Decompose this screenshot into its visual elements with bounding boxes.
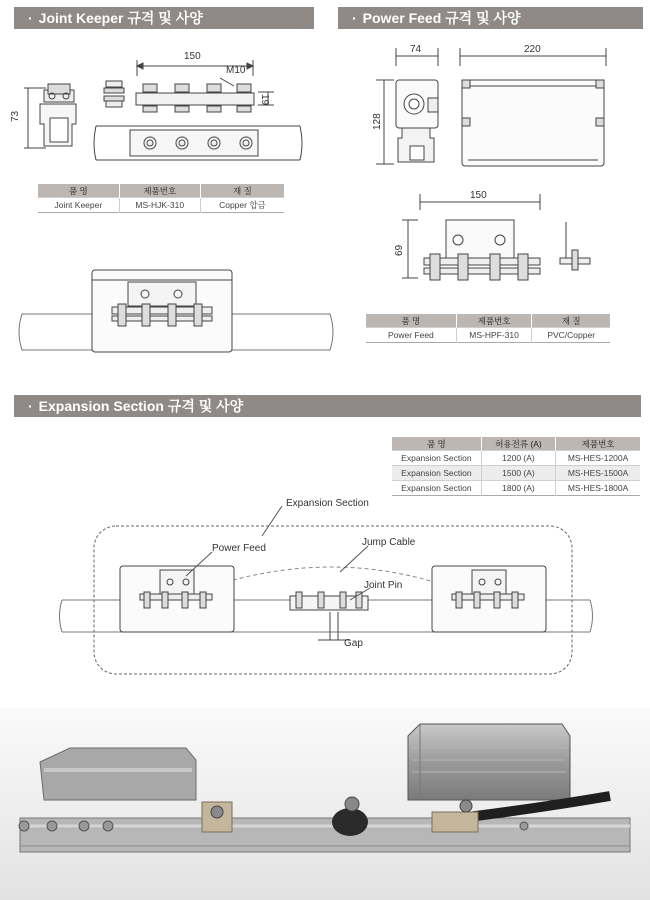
joint-keeper-header: · Joint Keeper 규격 및 사양 xyxy=(14,7,314,29)
pf-plate-width-label: 150 xyxy=(470,190,487,201)
table-row xyxy=(392,481,640,496)
expansion-title: Expansion Section 규격 및 사양 xyxy=(38,398,244,414)
jk-height-label: 73 xyxy=(10,110,21,122)
es-current: 1800 (A) xyxy=(481,481,555,496)
callout-power-feed: Power Feed xyxy=(212,543,266,554)
pf-side-width-label: 74 xyxy=(410,44,422,55)
es-name: Expansion Section xyxy=(392,466,481,481)
pf-name: Power Feed xyxy=(366,328,456,343)
expansion-joint-pin xyxy=(290,592,368,640)
joint-keeper-title: Joint Keeper 규격 및 사양 xyxy=(38,10,203,26)
pf-height-label: 128 xyxy=(372,113,383,130)
photo-left-box xyxy=(40,748,196,800)
expansion-spec-table xyxy=(392,437,640,496)
callout-gap: Gap xyxy=(344,638,363,649)
joint-keeper-rail-view xyxy=(94,126,302,160)
joint-keeper-assembly xyxy=(19,270,333,352)
pf-col-code: 제품번호 xyxy=(456,314,532,328)
es-name: Expansion Section xyxy=(392,481,481,496)
es-current: 1500 (A) xyxy=(481,466,555,481)
callout-joint-pin: Joint Pin xyxy=(364,580,403,591)
table-row xyxy=(392,466,640,481)
callout-jump-cable: Jump Cable xyxy=(362,537,416,548)
joint-keeper-profile xyxy=(24,84,76,148)
pf-code: MS-HPF-310 xyxy=(456,328,532,343)
table-row xyxy=(392,451,640,466)
jk-code: MS-HJK-310 xyxy=(119,198,200,213)
power-feed-header: · Power Feed 규격 및 사양 xyxy=(338,7,643,29)
joint-keeper-top-view xyxy=(136,60,274,112)
table-row xyxy=(366,328,610,343)
joint-keeper-bolt-side xyxy=(104,81,124,107)
jk-width-label: 150 xyxy=(184,51,201,62)
pf-plate-height-label: 69 xyxy=(394,244,405,256)
es-code: MS-HES-1500A xyxy=(556,466,640,481)
es-code: MS-HES-1800A xyxy=(556,481,640,496)
es-current: 1200 (A) xyxy=(481,451,555,466)
pf-col-material: 재 질 xyxy=(532,314,610,328)
callout-expansion-section: Expansion Section xyxy=(286,498,369,509)
power-feed-front-view xyxy=(460,48,606,166)
pf-material: PVC/Copper xyxy=(532,328,610,343)
power-feed-plate-view xyxy=(402,194,590,280)
expansion-power-feed-left xyxy=(120,566,234,632)
es-name: Expansion Section xyxy=(392,451,481,466)
power-feed-drawings xyxy=(376,48,606,280)
jk-col-name: 품 명 xyxy=(38,184,119,198)
jk-material: Copper 합금 xyxy=(200,198,284,213)
expansion-header: · Expansion Section 규격 및 사양 xyxy=(14,395,641,417)
product-photo xyxy=(0,708,650,900)
pf-col-name: 품 명 xyxy=(366,314,456,328)
joint-keeper-spec-table xyxy=(38,184,284,213)
expansion-drawing xyxy=(60,506,593,674)
power-feed-spec-table xyxy=(366,314,610,343)
es-code: MS-HES-1200A xyxy=(556,451,640,466)
pf-length-label: 220 xyxy=(524,44,541,55)
es-col-current: 허용전류 (A) xyxy=(481,437,555,451)
es-col-code: 제품번호 xyxy=(556,437,640,451)
table-row xyxy=(38,198,284,213)
jk-col-code: 제품번호 xyxy=(119,184,200,198)
jk-name: Joint Keeper xyxy=(38,198,119,213)
jk-bolt-label: M10 xyxy=(226,65,246,76)
power-feed-title: Power Feed 규격 및 사양 xyxy=(362,10,521,26)
photo-right-box xyxy=(408,724,570,800)
power-feed-side-view xyxy=(376,48,438,164)
expansion-power-feed-right xyxy=(432,566,546,632)
jk-col-material: 재 질 xyxy=(200,184,284,198)
jk-depth-label: 19 xyxy=(259,94,270,106)
es-col-name: 품 명 xyxy=(392,437,481,451)
